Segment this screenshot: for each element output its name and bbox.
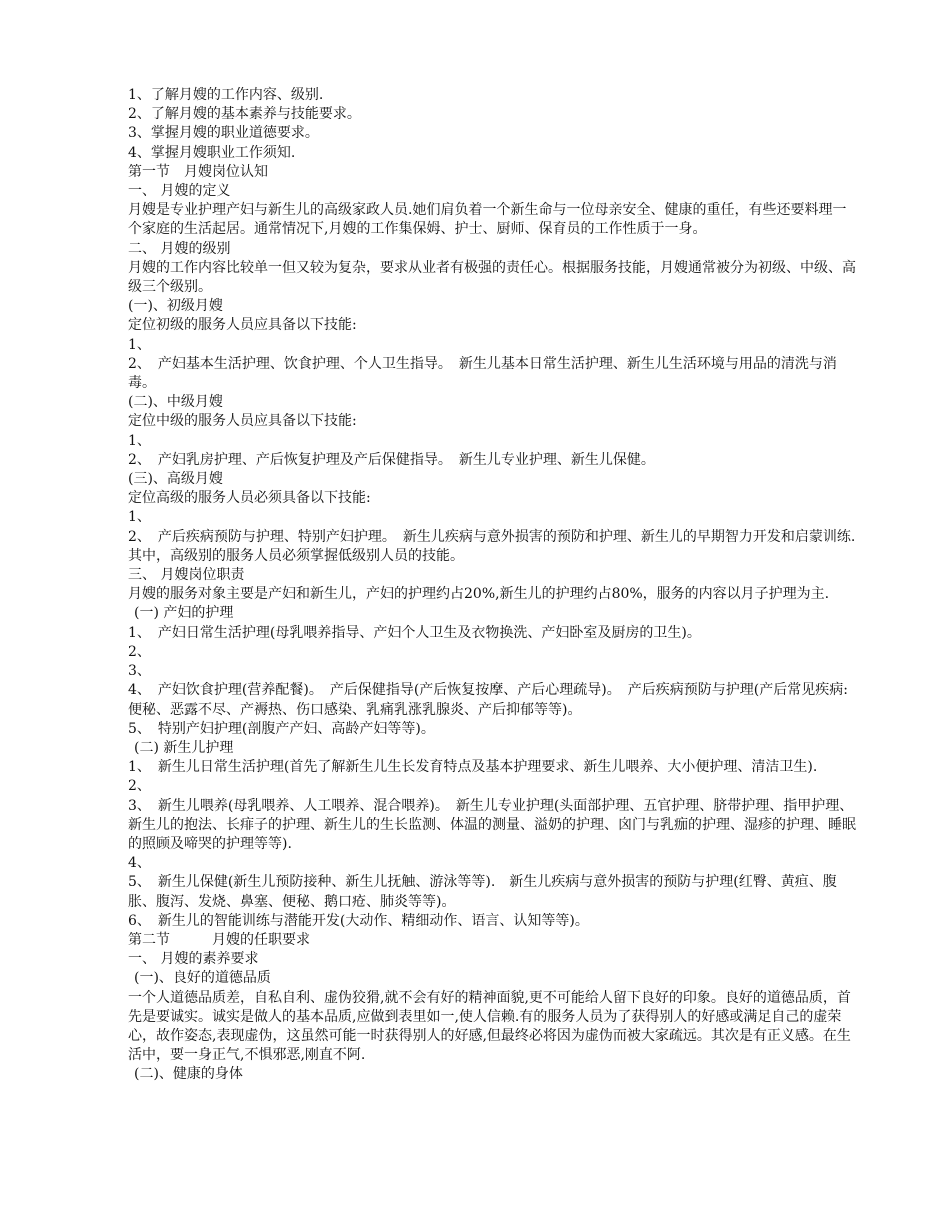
middle-intro: 定位中级的服务人员应具备以下技能: — [128, 413, 357, 430]
junior-title: (一)、初级月嫂 — [128, 298, 223, 315]
paragraph-definition: 月嫂是专业护理产妇与新生儿的高级家政人员.她们肩负着一个新生命与一位母亲安全、健康的重任，有些还要料理一个家庭的生活起居。通常情况下,月嫂的工作集保姆、护士、厨师、保育员的工作性质于一身。 — [128, 202, 847, 238]
objective-1: 1、了解月嫂的工作内容、级别. — [128, 87, 324, 103]
heading-definition: 一、 月嫂的定义 — [128, 183, 231, 200]
heading-quality: 一、 月嫂的素养要求 — [128, 951, 259, 968]
section-2-heading: 第二节 月嫂的任职要求 — [128, 931, 310, 948]
objective-2: 2、了解月嫂的基本素养与技能要求。 — [128, 106, 361, 123]
mother-item-5: 5、 特别产妇护理(剖腹产产妇、高龄产妇等等)。 — [128, 720, 435, 737]
senior-title: (三)、高级月嫂 — [128, 471, 223, 488]
senior-item-1: 1、 — [128, 509, 151, 526]
junior-item-2: 2、 产妇基本生活护理、饮食护理、个人卫生指导。 新生儿基本日常生活护理、新生儿生活环境与用品的清洗与消毒。 — [128, 355, 837, 392]
middle-item-2: 2、 产妇乳房护理、产后恢复护理及产后保健指导。 新生儿专业护理、新生儿保健。 — [128, 451, 655, 468]
paragraph-moral: 一个人道德品质差，自私自利、虚伪狡猾,就不会有好的精神面貌,更不可能给人留下良好的印象。良好的道德品质，首先是要诚实。诚实是做人的基本品质,应做到表里如一,使人信赖.有的服务人员为了获得别人的好感或满足自己的虚荣心，故作姿态,表现虚伪，这虽然可能一时获得别人的好感,但最终必将因为虚伪而被大家疏远。其次是有正义感。在生活中，要一身正气,不惧邪恶,刚直不阿. — [128, 989, 851, 1064]
section-1-heading: 第一节 月嫂岗位认知 — [128, 163, 268, 180]
senior-item-2: 2、 产后疾病预防与护理、特别产妇护理。 新生儿疾病与意外损害的预防和护理、新生儿的早期智力开发和启蒙训练. — [128, 528, 856, 545]
baby-item-6: 6、 新生儿的智能训练与潜能开发(大动作、精细动作、语言、认知等等)。 — [128, 912, 589, 929]
junior-item-1: 1、 — [128, 336, 151, 353]
heading-level: 二、 月嫂的级别 — [128, 240, 231, 257]
senior-intro: 定位高级的服务人员必须具备以下技能: — [128, 490, 371, 507]
baby-item-3: 3、 新生儿喂养(母乳喂养、人工喂养、混合喂养)。 新生儿专业护理(头面部护理、五官护理、脐带护理、指甲护理、新生儿的抱法、长痱子的护理、新生儿的生长监测、体温的测量、溢奶的护理、囟门与乳痂的护理、湿疹的护理、睡眠的照顾及啼哭的护理等等). — [128, 797, 856, 852]
objective-3: 3、掌握月嫂的职业道德要求。 — [128, 125, 319, 142]
paragraph-level: 月嫂的工作内容比较单一但又较为复杂，要求从业者有极强的责任心。根据服务技能，月嫂通常被分为初级、中级、高级三个级别。 — [128, 259, 856, 296]
mother-item-1: 1、 产妇日常生活护理(母乳喂养指导、产妇个人卫生及衣物换洗、产妇卧室及厨房的卫生)。 — [128, 624, 701, 641]
senior-note: 其中，高级别的服务人员必须掌握低级别人员的技能。 — [128, 547, 464, 564]
health-title: (二)、健康的身体 — [134, 1066, 243, 1083]
baby-item-5: 5、 新生儿保健(新生儿预防接种、新生儿抚触、游泳等等). 新生儿疾病与意外损害的预防与护理(红臀、黄疸、腹胀、腹泻、发烧、鼻塞、便秘、鹅口疮、肺炎等等)。 — [128, 874, 837, 910]
moral-title: (一)、良好的道德品质 — [134, 970, 271, 987]
mother-item-2: 2、 — [128, 643, 151, 660]
middle-title: (二)、中级月嫂 — [128, 394, 223, 411]
junior-intro: 定位初级的服务人员应具备以下技能: — [128, 317, 357, 334]
mother-care-title: (一) 产妇的护理 — [134, 605, 234, 622]
heading-duty: 三、 月嫂岗位职责 — [128, 567, 245, 584]
mother-item-4: 4、 产妇饮食护理(营养配餐)。 产后保健指导(产后恢复按摩、产后心理疏导)。 产后疾病预防与护理(产后常见疾病:便秘、恶露不尽、产褥热、伤口感染、乳痛乳涨乳腺炎、产后抑郁等等)。 — [128, 682, 848, 718]
baby-item-4: 4、 — [128, 855, 151, 872]
baby-care-title: (二) 新生儿护理 — [134, 739, 234, 756]
objective-4: 4、掌握月嫂职业工作须知. — [128, 144, 296, 161]
middle-item-1: 1、 — [128, 432, 151, 449]
baby-item-1: 1、 新生儿日常生活护理(首先了解新生儿生长发育特点及基本护理要求、新生儿喂养、大小便护理、清洁卫生). — [128, 759, 818, 776]
mother-item-3: 3、 — [128, 663, 151, 680]
paragraph-duty: 月嫂的服务对象主要是产妇和新生儿，产妇的护理约占20%,新生儿的护理约占80%，服务的内容以月子护理为主. — [128, 586, 830, 603]
baby-item-2: 2、 — [128, 778, 151, 795]
